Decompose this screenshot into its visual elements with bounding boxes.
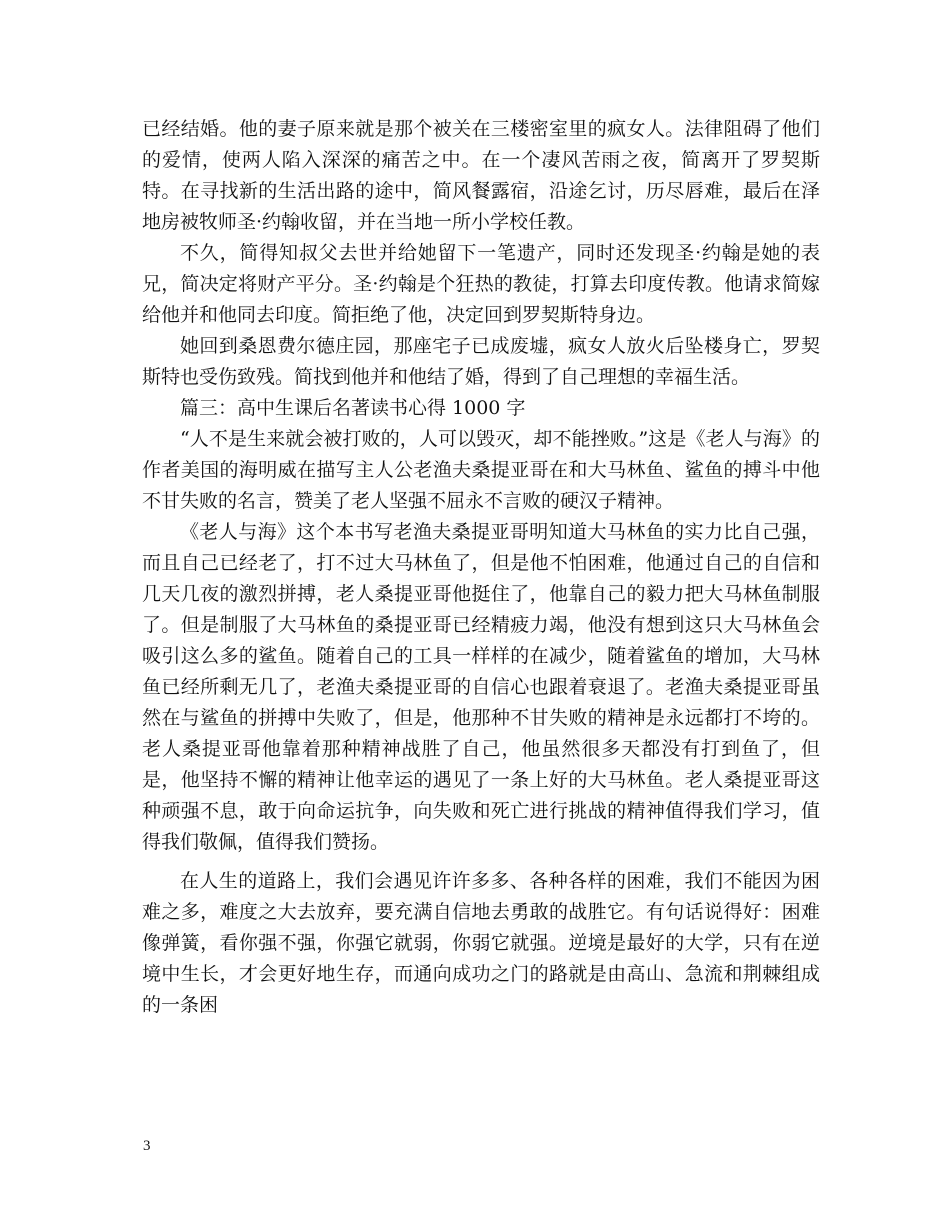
section-heading: 篇三：高中生课后名著读书心得 1000 字 (180, 397, 526, 419)
paragraph: 不久，简得知叔父去世并给她留下一笔遗产，同时还发现圣·约翰是她的表兄，简决定将财产平分。圣·约翰是个狂热的教徒，打算去印度传教。他请求简嫁给他并和他同去印度。简拒绝了他，决定回到罗契斯特身边。 (142, 242, 820, 326)
document-body (142, 114, 820, 1021)
paragraph: “人不是生来就会被打败的，人可以毁灭，却不能挫败。”这是《老人与海》的作者美国的海明威在描写主人公老渔夫桑提亚哥在和大马林鱼、鲨鱼的搏斗中他不甘失败的名言，赞美了老人坚强不屈永不言败的硬汉子精神。 (142, 428, 820, 512)
paragraph-continuation: 已经结婚。他的妻子原来就是那个被关在三楼密室里的疯女人。法律阻碍了他们的爱情，使两人陷入深深的痛苦之中。在一个凄风苦雨之夜，简离开了罗契斯特。在寻找新的生活出路的途中，简风餐露宿，沿途乞讨，历尽唇难，最后在泽地房被牧师圣·约翰收留，并在当地一所小学校任教。 (142, 118, 820, 233)
page-number: 3 (143, 1138, 151, 1154)
paragraph: 在人生的道路上，我们会遇见许许多多、各种各样的困难，我们不能因为困难之多，难度之大去放弃，要充满自信地去勇敢的战胜它。有句话说得好：困难像弹簧，看你强不强，你强它就弱，你弱它就强。逆境是最好的大学，只有在逆境中生长，才会更好地生存，而通向成功之门的路就是由高山、急流和荆棘组成的一条困 (142, 870, 820, 1016)
paragraph: 《老人与海》这个本书写老渔夫桑提亚哥明知道大马林鱼的实力比自己强，而且自己已经老了，打不过大马林鱼了，但是他不怕困难，他通过自己的自信和几天几夜的激烈拼搏，老人桑提亚哥他挺住了，他靠自己的毅力把大马林鱼制服了。但是制服了大马林鱼的桑提亚哥已经精疲力竭，他没有想到这只大马林鱼会吸引这么多的鲨鱼。随着自己的工具一样样的在减少，随着鲨鱼的增加，大马林鱼已经所剩无几了，老渔夫桑提亚哥的自信心也跟着衰退了。老渔夫桑提亚哥虽然在与鲨鱼的拼搏中失败了，但是，他那种不甘失败的精神是永远都打不垮的。老人桑提亚哥他靠着那种精神战胜了自己，他虽然很多天都没有打到鱼了，但是，他坚持不懈的精神让他幸运的遇见了一条上好的大马林鱼。老人桑提亚哥这种顽强不息，敢于向命运抗争，向失败和死亡进行挑战的精神值得我们学习，值得我们敬佩，值得我们赞扬。 (142, 521, 820, 853)
paragraph: 她回到桑恩费尔德庄园，那座宅子已成废墟，疯女人放火后坠楼身亡，罗契斯特也受伤致残。简找到他并和他结了婚，得到了自己理想的幸福生活。 (142, 335, 820, 388)
